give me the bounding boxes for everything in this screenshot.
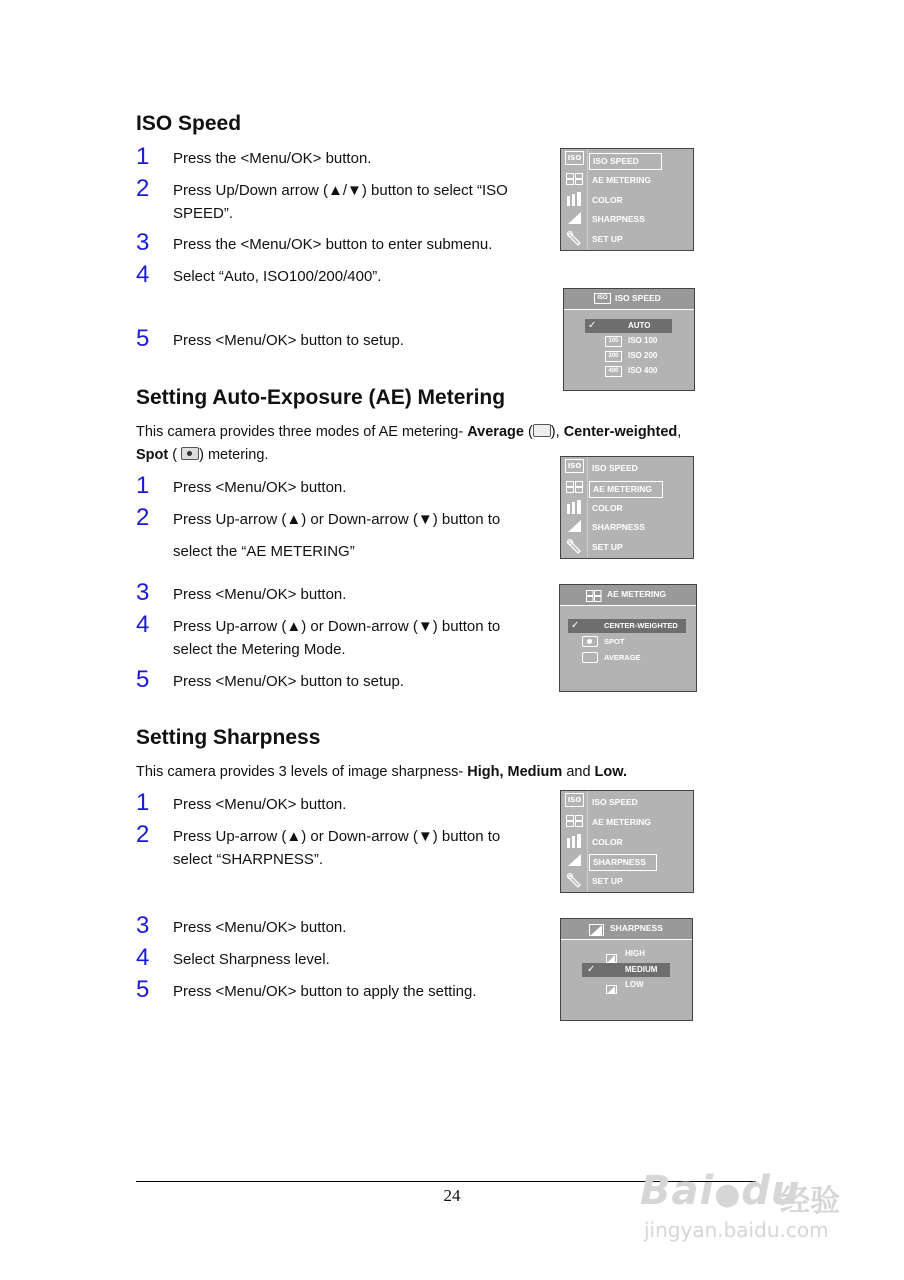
sharpness-icon [589, 923, 604, 941]
step-text: Press Up-arrow (▲) or Down-arrow (▼) button to [173, 511, 501, 528]
color-bars-icon [565, 191, 584, 207]
color-bars-icon [565, 499, 584, 515]
menu-row-setup[interactable] [561, 538, 693, 557]
option-iso-100[interactable]: ISO 100 [628, 336, 658, 345]
sharpness-icon [565, 210, 584, 226]
step-number: 2 [136, 821, 150, 848]
step-text: Press <Menu/OK> button. [173, 479, 347, 496]
option-label: AUTO [628, 321, 651, 330]
submenu-header [560, 585, 696, 606]
metering-grid-icon [565, 479, 584, 495]
menu-row-ae[interactable] [561, 479, 693, 498]
watermark-url: jingyan.baidu.com [644, 1218, 829, 1242]
step-number: 1 [136, 143, 150, 170]
submenu-title: AE METERING [607, 589, 667, 599]
menu-label: AE METERING [589, 481, 663, 498]
iso-icon: ISO [565, 459, 584, 473]
camera-main-menu [560, 148, 694, 251]
menu-row-iso[interactable] [561, 793, 693, 812]
option-auto[interactable] [585, 319, 672, 333]
step-text: select the Metering Mode. [173, 641, 346, 658]
step-text: Press <Menu/OK> button to setup. [173, 332, 404, 349]
option-low[interactable]: LOW [625, 980, 644, 989]
section-title-sharpness: Setting Sharpness [136, 726, 321, 749]
menu-row-color[interactable] [561, 833, 693, 852]
step-number: 4 [136, 611, 150, 638]
menu-row-iso[interactable] [561, 459, 693, 478]
step-number: 5 [136, 976, 150, 1003]
sharpness-icon [565, 852, 584, 868]
iso-badge-icon: 100 [605, 336, 622, 347]
average-metering-icon [533, 424, 551, 437]
section-title-iso: ISO Speed [136, 112, 242, 135]
option-iso-200[interactable]: ISO 200 [628, 351, 658, 360]
menu-row-color[interactable] [561, 499, 693, 518]
camera-main-menu [560, 456, 694, 559]
menu-label: AE METERING [592, 817, 652, 827]
option-label: CENTER-WEIGHTED [604, 621, 678, 630]
check-icon: ✓ [588, 320, 597, 331]
page-number: 24 [443, 1186, 461, 1205]
watermark-cn: 经验 [780, 1184, 840, 1219]
step-number: 3 [136, 579, 150, 606]
step-number: 1 [136, 789, 150, 816]
iso-badge-icon: 400 [605, 366, 622, 377]
step-text: Press <Menu/OK> button. [173, 919, 347, 936]
step-number: 2 [136, 504, 150, 531]
menu-row-sharpness[interactable] [561, 210, 693, 229]
metering-grid-icon [586, 589, 602, 607]
wrench-icon [565, 872, 584, 888]
submenu-title: SHARPNESS [610, 923, 663, 933]
submenu-header [561, 919, 692, 940]
average-metering-icon [582, 652, 598, 663]
menu-label: SHARPNESS [592, 214, 645, 224]
step-text: Press <Menu/OK> button to setup. [173, 673, 404, 690]
iso-badge-icon: 200 [605, 351, 622, 362]
menu-label: SHARPNESS [589, 854, 657, 871]
menu-label: ISO SPEED [592, 463, 638, 473]
menu-label: COLOR [592, 837, 623, 847]
menu-label: SET UP [592, 876, 623, 886]
sharpness-icon [565, 518, 584, 534]
menu-label: COLOR [592, 503, 623, 513]
option-high[interactable]: HIGH [625, 949, 645, 958]
watermark-logo: Bai●du [640, 1168, 801, 1214]
wrench-icon [565, 538, 584, 554]
section-title-ae: Setting Auto-Exposure (AE) Metering [136, 386, 506, 409]
iso-icon: ISO [565, 151, 584, 165]
menu-label: SET UP [592, 234, 623, 244]
camera-main-menu [560, 790, 694, 893]
menu-label: COLOR [592, 195, 623, 205]
step-number: 5 [136, 325, 150, 352]
option-spot[interactable]: SPOT [604, 637, 625, 646]
color-bars-icon [565, 833, 584, 849]
step-number: 1 [136, 472, 150, 499]
menu-label: ISO SPEED [589, 153, 662, 170]
ae-submenu [559, 584, 697, 692]
step-number: 2 [136, 175, 150, 202]
submenu-title: ISO SPEED [615, 293, 661, 303]
option-label: MEDIUM [625, 965, 658, 974]
step-text: Press the <Menu/OK> button. [173, 150, 372, 167]
paw-icon: ● [714, 1177, 742, 1212]
step-number: 5 [136, 666, 150, 693]
sharpness-submenu [560, 918, 693, 1021]
step-text: Select “Auto, ISO100/200/400”. [173, 268, 382, 285]
step-text: Press <Menu/OK> button to apply the setting. [173, 983, 477, 1000]
ae-intro-line2: Spot ( ) metering. [136, 447, 269, 463]
menu-row-ae[interactable] [561, 813, 693, 832]
menu-row-iso[interactable] [561, 151, 693, 170]
step-text: Select Sharpness level. [173, 951, 330, 968]
menu-label: SHARPNESS [592, 522, 645, 532]
step-text: SPEED”. [173, 205, 234, 222]
low-sharpness-icon [606, 981, 617, 999]
wrench-icon [565, 230, 584, 246]
menu-label: SET UP [592, 542, 623, 552]
menu-row-sharpness[interactable] [561, 518, 693, 537]
spot-metering-icon [582, 636, 598, 647]
menu-row-sharpness[interactable] [561, 852, 693, 871]
step-text: Press <Menu/OK> button. [173, 796, 347, 813]
menu-label: AE METERING [592, 175, 652, 185]
submenu-header [564, 289, 694, 310]
step-text: Press Up-arrow (▲) or Down-arrow (▼) button to [173, 828, 501, 845]
option-center-weighted[interactable] [568, 619, 686, 633]
menu-label: ISO SPEED [592, 797, 638, 807]
menu-row-setup[interactable] [561, 230, 693, 249]
step-text: Press Up-arrow (▲) or Down-arrow (▼) button to [173, 618, 501, 635]
step-text: select the “AE METERING” [173, 543, 355, 560]
check-icon: ✓ [587, 964, 596, 975]
step-number: 3 [136, 912, 150, 939]
step-text: Press Up/Down arrow (▲/▼) button to select “ISO [173, 182, 508, 199]
sharpness-intro: This camera provides 3 levels of image sharpness- High, Medium and Low. [136, 764, 628, 780]
option-average[interactable]: AVERAGE [604, 653, 641, 662]
step-number: 3 [136, 229, 150, 256]
menu-row-color[interactable] [561, 191, 693, 210]
iso-icon: ISO [594, 293, 611, 304]
menu-row-setup[interactable] [561, 872, 693, 891]
menu-row-ae[interactable] [561, 171, 693, 190]
metering-grid-icon [565, 813, 584, 829]
metering-grid-icon [565, 171, 584, 187]
check-icon: ✓ [571, 620, 580, 631]
iso-icon: ISO [565, 793, 584, 807]
iso-submenu [563, 288, 695, 391]
step-text: Press <Menu/OK> button. [173, 586, 347, 603]
ae-intro: This camera provides three modes of AE metering- Average ( ), Center-weighted, [136, 424, 682, 440]
option-iso-400[interactable]: ISO 400 [628, 366, 658, 375]
step-number: 4 [136, 944, 150, 971]
step-number: 4 [136, 261, 150, 288]
spot-metering-icon [181, 447, 199, 460]
option-medium[interactable] [582, 963, 670, 977]
step-text: Press the <Menu/OK> button to enter submenu. [173, 236, 493, 253]
step-text: select “SHARPNESS”. [173, 851, 324, 868]
